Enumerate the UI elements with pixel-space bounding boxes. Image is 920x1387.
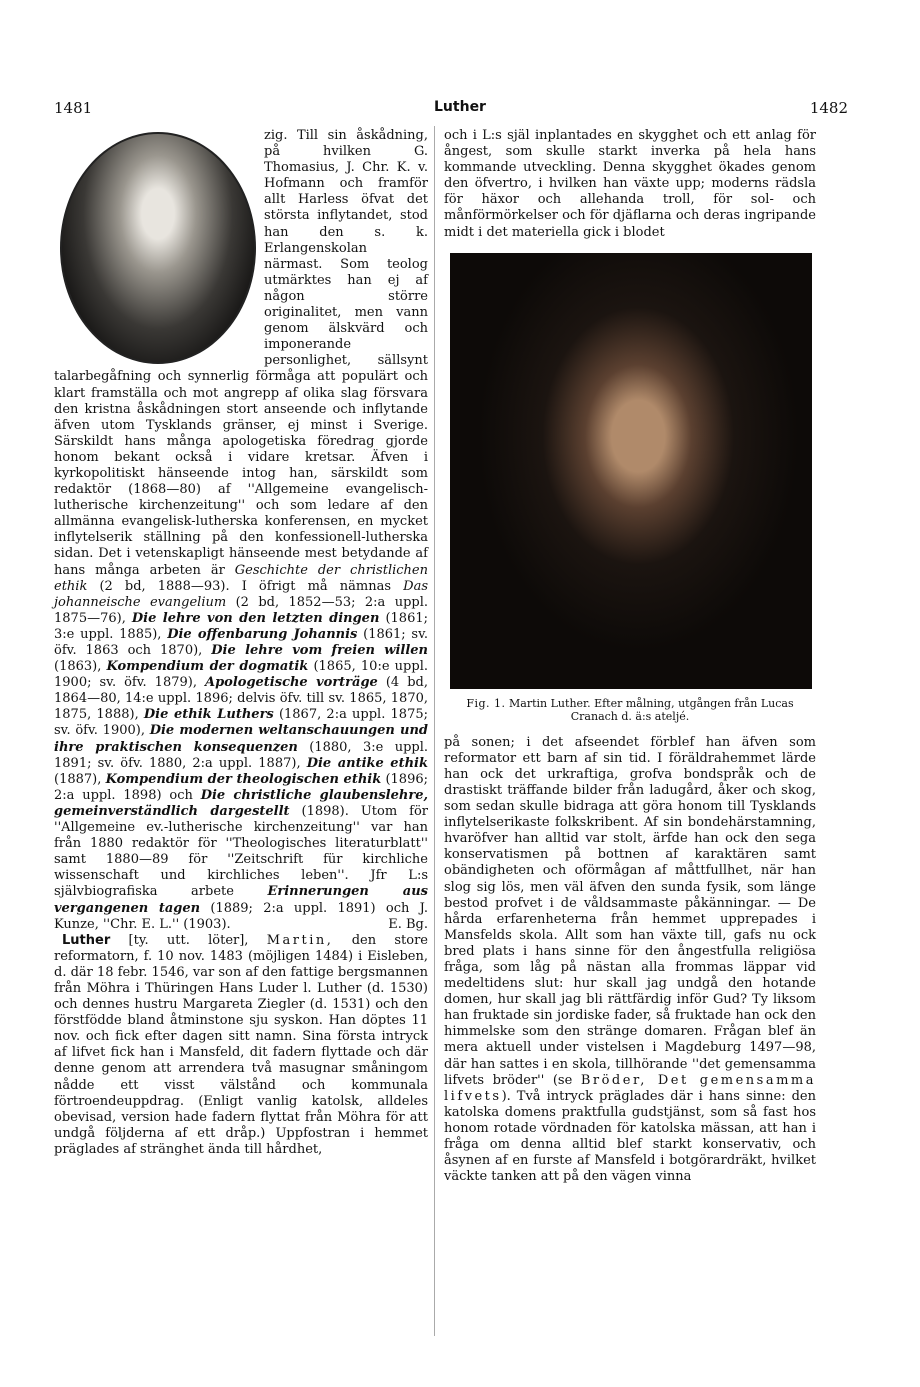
article-luther-body: Luther [ty. utt. löter], Martin, den store reformatorn, f. 10 nov. 1483 (möjligen 1484) i Eisleben, d. där 18 febr. 1546, var son af den fattige bergsmannen från Möhra i Thüringen Hans Luder l. Luther (d. 1530) och dennes hustru Margareta Ziegler (d. 1531) och den förstfödde bland åtminstone sju syskon. Han döptes 11 nov. och fick efter dagen sitt namn. Sina första intryck af lifvet fick han i Mansfeld, dit fadern flyttade och där denne genom att arrendera två masugnar småningom nådde ett visst välstånd och kommunala förtroendeuppdrag. (Enligt vanlig katolsk, alldeles obevisad, version hade fadern flyttat från Möhra för att undgå följderna af ett dråp.) Uppfostran i hemmet präglades af stränghet ända till hårdhet, xyxy=(54,932,429,1157)
page-number-right: 1482 xyxy=(809,99,848,117)
article-luther-continued: och i L:s själ inplantades en skygghet och ett anlag för ångest, som skulle starkt inverka på hela hans kommande utveckling. Denna skygghet ökades genom den öfvertro, i hvilken han växte upp; moderns rädsla för häxor och allehanda troll, för sol- och månförmörkelser och för djäflarna och deras ingripande midt i det materiella gick i blodet xyxy=(444,128,816,240)
article-luther-continued-2: på sonen; i det afseendet förblef han äfven som reformator ett barn af sin tid. I föräldrahemmet lärde han ock det urkraftiga, grofva bondspråk och de drastiskt träffande bilder från ladugård, åker och skog, som sedan skulle bidraga att göra honom till Tysklands inflytelserikaste folkskribent. Af sin bondehärstamning, hvaröfver han alltid var stolt, ärfde han ock den sega konservatismen på bottnen af karaktären samt obändigheten och oförmågan af måttfullhet, när han slog sig lös, men väl äfven den sunda fysik, som länge bestod profvet i de våldsammaste påkänningar. — De hårda erfarenheterna från hemmet upprepades i Mansfelds skola. Allt som han växte till, gafs nu ock bred plats i hans sinne för den ångestfulla religiösa fråga, som låg på nästan alla frommas läppar vid medeltidens slut: hur skall jag undgå den hotande domen, hur skall jag bli rättfärdig inför Gud? Ty liksom han fruktade sin jordiske fader, så fruktade han ock den himmelske som den stränge domaren. Frågan blef än mera aktuell under vistelsen i Magdeburg 1497—98, där han sattes i en skola, tillhörande ''det gemensamma lifvets bröder'' (se Bröder, Det gemensamma lifvets). Två intryck präglades där i hans sinne: den katolska domens praktfulla gudstjänst, som så fast hos honom rotade vördnaden för katolska mässan, att han i fråga om denna alltid blef starkt konservativ, och åsynen af en furste af Mansfeld i botgörardräkt, hvilket väckte tanken att på den vägen vinna xyxy=(444,734,816,1185)
entry-headword: Luther xyxy=(62,932,111,948)
figure-caption: Fig. 1. Martin Luther. Efter målning, utgången från Lucas Cranach d. ä:s ateljé. xyxy=(466,696,794,723)
running-title: Luther xyxy=(434,99,486,115)
author-signature: E. Bg. xyxy=(388,916,428,932)
page-number-left: 1481 xyxy=(54,99,93,117)
luther-painting xyxy=(450,253,812,689)
portrait-photo xyxy=(60,132,256,364)
right-column xyxy=(444,128,816,1185)
column-divider xyxy=(434,126,435,1336)
left-column xyxy=(54,128,428,1158)
article-thomasius-body: zig. Till sin åskådning, på hvilken G. Thomasius, J. Chr. K. v. Hofmann och framför allt Harless öfvat det största inflytandet, stod han den s. k. Erlangenskolan närmast. Som teolog utmärktes han ej af någon större originalitet, men vann genom älskvärd och imponerande personlighet, sällsynt talarbegåfning och synnerlig förmåga att populärt och klart framställa och mot angrepp af olika slag försvara den kristna åskådningen stort anseende och inflytande äfven utom Tysklands gränser, ej minst i Sverige. Särskildt hans många apologetiska föredrag gjorde honom bekant också i vidare kretsar. Äfven i kyrkopolitiskt hänseende intog han, särskildt som redaktör (1868—80) af ''Allgemeine evangelisch-lutherische kirchenzeitung'' och som ledare af den allmänna evangelisk-lutherska konferensen, en mycket inflytelserik ställning på den konfessionell-lutherska sidan. Det i vetenskapligt hänseende mest betydande af hans många arbeten är Geschichte der christlichen ethik (2 bd, 1888—93). I öfrigt må nämnas Das johanneische evangelium (2 bd, 1852—53; 2:a uppl. 1875—76), Die lehre von den letzten dingen (1861; 3:e uppl. 1885), Die offenbarung Johannis (1861; sv. öfv. 1863 och 1870), Die lehre vom freien willen (1863), Kompendium der dogmatik (1865, 10:e uppl. 1900; sv. öfv. 1879), Apologetische vorträge (4 bd, 1864—80, 14:e uppl. 1896; delvis öfv. till sv. 1865, 1870, 1875, 1888), Die ethik Luthers (1867, 2:a uppl. 1875; sv. öfv. 1900), Die modernen weltanschauungen und ihre praktischen konsequenzen (1880, 3:e uppl. 1891; sv. öfv. 1880, 2:a uppl. 1887), Die antike ethik (1887), Kompendium der theologischen ethik (1896; 2:a uppl. 1898) och Die christliche glaubenslehre, gemeinverständlich dargestellt (1898). Utom för ''Allgemeine ev.-lutherische kirchenzeitung'' var han från 1880 redaktör för ''Theologisches literaturblatt'' samt 1880—89 för ''Zeitschrift für kirchliche wissenschaft und kirchliches leben''. Jfr L:s självbiografiska arbete Erinnerungen aus vergangenen tagen (1889; 2:a uppl. 1891) och J. Kunze, ''Chr. E. L.'' (1903). E. Bg. xyxy=(54,128,429,932)
